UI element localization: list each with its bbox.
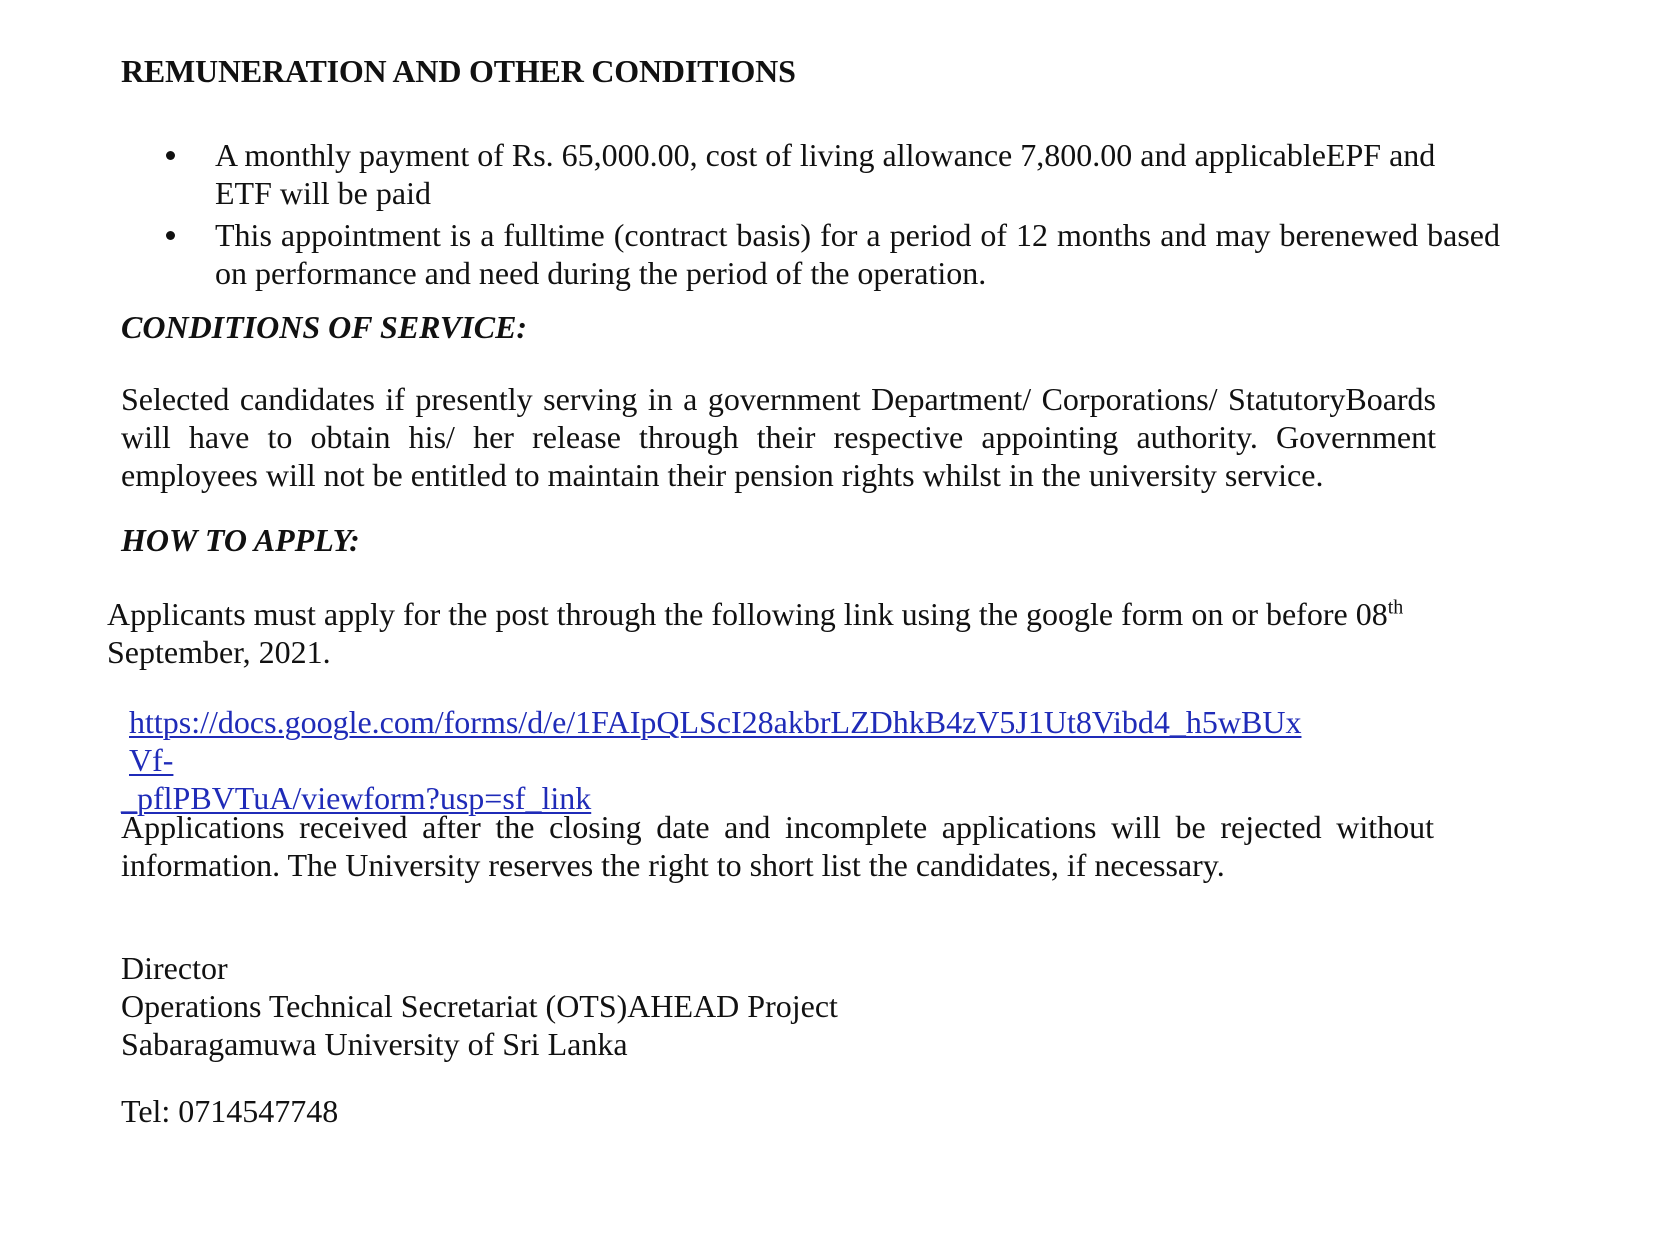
google-form-link-line-2[interactable]: _pflPBVTuA/viewform?usp=sf_link (121, 780, 592, 816)
signature-unit: Operations Technical Secretariat (OTS)AHEAD Project (121, 988, 838, 1024)
remuneration-heading: REMUNERATION AND OTHER CONDITIONS (121, 53, 796, 89)
bullet-text-payment: A monthly payment of Rs. 65,000.00, cost of living allowance 7,800.00 and applicableEPF and ETF will be paid (215, 137, 1436, 211)
conditions-of-service-heading: CONDITIONS OF SERVICE: (121, 309, 528, 345)
apply-deadline-text: September, 2021. (107, 634, 331, 670)
conditions-of-service-paragraph: Selected candidates if presently serving in a government Department/ Corporations/ StatutoryBoards will have to obtain his/ her release through their respective appointing authority. Government employees will not be entitled to maintain their pension rights whilst in the university service. (121, 381, 1436, 493)
signature-block (121, 949, 1021, 1063)
closing-note-paragraph: Applications received after the closing date and incomplete applications will be rejected without information. The University reserves the right to short list the candidates, if necessary. (121, 809, 1434, 883)
contact-telephone: Tel: 0714547748 (121, 1093, 339, 1129)
list-item (160, 216, 1500, 292)
remuneration-bullet-list (160, 136, 1500, 296)
signature-institution: Sabaragamuwa University of Sri Lanka (121, 1026, 628, 1062)
google-form-link-line-1[interactable]: https://docs.google.com/forms/d/e/1FAIpQLScI28akbrLZDhkB4zV5J1Ut8Vibd4_h5wBUxVf- (129, 704, 1302, 778)
bullet-icon (166, 231, 175, 240)
how-to-apply-paragraph (107, 595, 1437, 671)
list-item (160, 136, 1500, 212)
date-superscript: th (1387, 596, 1404, 619)
google-form-link[interactable] (121, 703, 1321, 817)
signature-title: Director (121, 950, 228, 986)
bullet-icon (166, 151, 175, 160)
bullet-text-appointment: This appointment is a fulltime (contract basis) for a period of 12 months and may berenewed based on performance and need during the period of the operation. (215, 217, 1500, 291)
how-to-apply-heading: HOW TO APPLY: (121, 522, 360, 558)
apply-instruction-text: Applicants must apply for the post through the following link using the google form on or before 08 (107, 596, 1388, 632)
